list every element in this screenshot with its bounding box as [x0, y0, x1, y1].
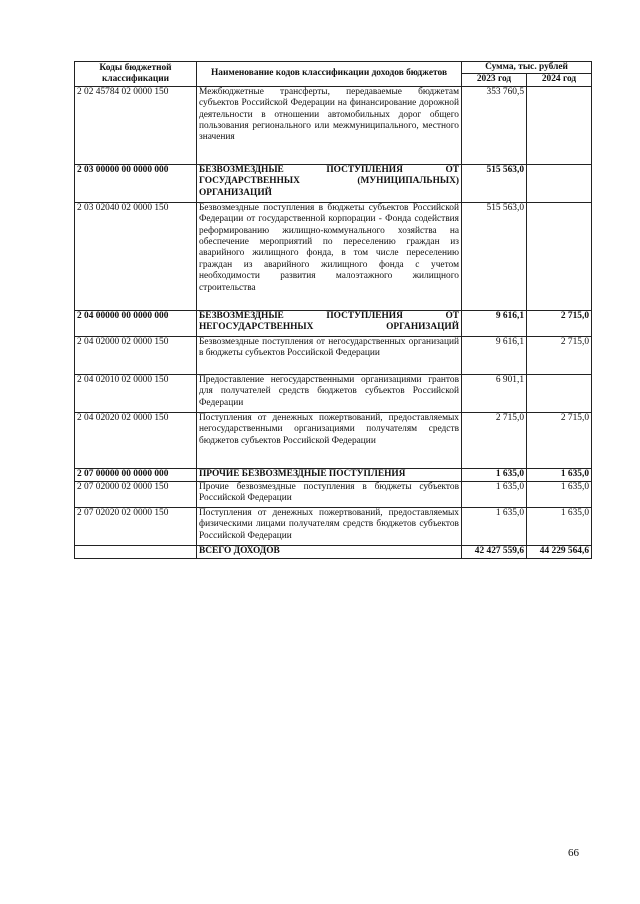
row-name: БЕЗВОЗМЕЗДНЫЕ ПОСТУПЛЕНИЯ ОТ ГОСУДАРСТВЕННЫХ (МУНИЦИПАЛЬНЫХ) ОРГАНИЗАЦИЙ — [197, 164, 462, 202]
row-value-2024 — [527, 164, 592, 202]
row-value-2023: 353 760,5 — [462, 86, 527, 164]
table-row — [75, 310, 592, 336]
header-name: Наименование кодов классификации доходов бюджетов — [197, 62, 462, 87]
row-code: 2 07 00000 00 0000 000 — [75, 468, 197, 481]
row-code: 2 02 45784 02 0000 150 — [75, 86, 197, 164]
row-value-2024: 2 715,0 — [527, 310, 592, 336]
row-value-2024: 2 715,0 — [527, 336, 592, 374]
table-row — [75, 164, 592, 202]
table-row — [75, 86, 592, 164]
row-code: 2 04 02010 02 0000 150 — [75, 374, 197, 412]
row-code: 2 04 02000 02 0000 150 — [75, 336, 197, 374]
row-value-2024: 1 635,0 — [527, 468, 592, 481]
table-row — [75, 412, 592, 468]
table-row — [75, 507, 592, 545]
row-value-2023: 1 635,0 — [462, 481, 527, 507]
row-value-2023: 515 563,0 — [462, 202, 527, 310]
row-name: Предоставление негосударственными организациями грантов для получателей средств бюджетов субъектов Российской Федерации — [197, 374, 462, 412]
row-code: 2 03 00000 00 0000 000 — [75, 164, 197, 202]
row-value-2023: 1 635,0 — [462, 507, 527, 545]
table-row — [75, 481, 592, 507]
table-row — [75, 468, 592, 481]
row-code: 2 03 02040 02 0000 150 — [75, 202, 197, 310]
row-value-2024: 2 715,0 — [527, 412, 592, 468]
row-value-2023: 9 616,1 — [462, 336, 527, 374]
total-row — [75, 545, 592, 558]
row-value-2023: 9 616,1 — [462, 310, 527, 336]
row-name: Межбюджетные трансферты, передаваемые бюджетам субъектов Российской Федерации на финансирование дорожной деятельности в отношении автомобильных дорог общего пользования регионального или межмуниципального, местного значения — [197, 86, 462, 164]
header-code: Коды бюджетной классификации — [75, 62, 197, 87]
row-code: 2 07 02020 02 0000 150 — [75, 507, 197, 545]
page-number: 66 — [568, 847, 579, 859]
total-name: ВСЕГО ДОХОДОВ — [197, 545, 462, 558]
header-sum: Сумма, тыс. рублей — [462, 62, 592, 74]
row-code: 2 07 02000 02 0000 150 — [75, 481, 197, 507]
row-value-2023: 2 715,0 — [462, 412, 527, 468]
row-value-2024 — [527, 202, 592, 310]
row-value-2024: 1 635,0 — [527, 507, 592, 545]
row-name: Безвозмездные поступления от негосударственных организаций в бюджеты субъектов Российской Федерации — [197, 336, 462, 374]
row-name: Прочие безвозмездные поступления в бюджеты субъектов Российской Федерации — [197, 481, 462, 507]
total-value-2023: 42 427 559,6 — [462, 545, 527, 558]
budget-revenue-table — [74, 61, 592, 559]
row-name: Поступления от денежных пожертвований, предоставляемых негосударственными организациями получателям средств бюджетов субъектов Российской Федерации — [197, 412, 462, 468]
row-value-2024: 1 635,0 — [527, 481, 592, 507]
row-value-2023: 1 635,0 — [462, 468, 527, 481]
header-year-2024: 2024 год — [527, 74, 592, 86]
row-value-2023: 6 901,1 — [462, 374, 527, 412]
table-row — [75, 202, 592, 310]
row-value-2023: 515 563,0 — [462, 164, 527, 202]
row-name: Поступления от денежных пожертвований, предоставляемых физическими лицами получателям средств бюджетов субъектов Российской Федерации — [197, 507, 462, 545]
row-value-2024 — [527, 86, 592, 164]
total-code — [75, 545, 197, 558]
table-row — [75, 336, 592, 374]
total-value-2024: 44 229 564,6 — [527, 545, 592, 558]
row-value-2024 — [527, 374, 592, 412]
row-code: 2 04 00000 00 0000 000 — [75, 310, 197, 336]
row-name: ПРОЧИЕ БЕЗВОЗМЕЗДНЫЕ ПОСТУПЛЕНИЯ — [197, 468, 462, 481]
header-year-2023: 2023 год — [462, 74, 527, 86]
row-name: Безвозмездные поступления в бюджеты субъектов Российской Федерации от государственной корпорации - Фонда содействия реформированию жилищно-коммунального хозяйства на обеспечение мероприятий по переселению граждан из аварийного жилищного фонда, в том числе переселению граждан из аварийного жилищного фонда с учетом необходимости развития малоэтажного жилищного строительства — [197, 202, 462, 310]
row-code: 2 04 02020 02 0000 150 — [75, 412, 197, 468]
row-name: БЕЗВОЗМЕЗДНЫЕ ПОСТУПЛЕНИЯ ОТ НЕГОСУДАРСТВЕННЫХ ОРГАНИЗАЦИЙ — [197, 310, 462, 336]
table-row — [75, 374, 592, 412]
